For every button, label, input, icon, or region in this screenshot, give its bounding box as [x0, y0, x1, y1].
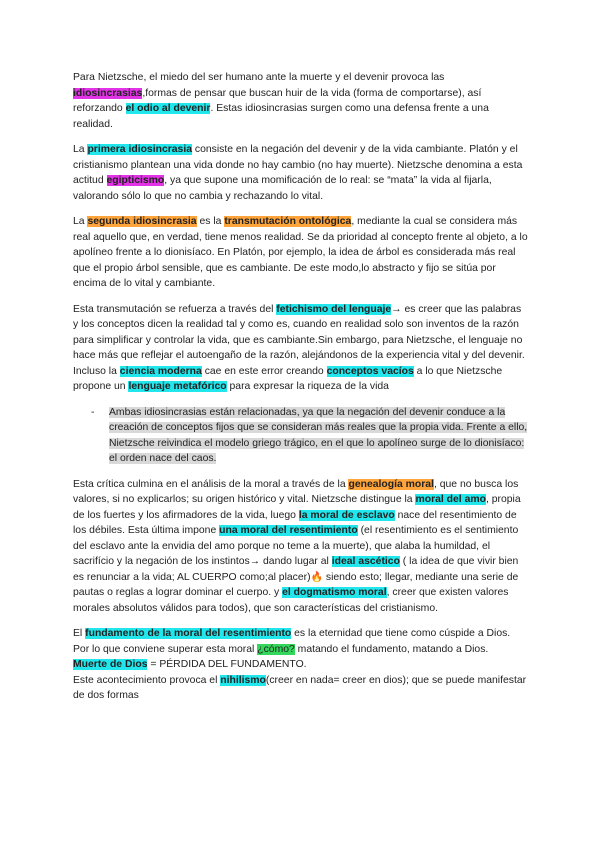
highlight-segunda-idiosincrasia: segunda idiosincrasia: [87, 216, 197, 227]
document-page: [73, 70, 528, 714]
highlight-odio-devenir: el odio al devenir: [125, 103, 211, 114]
paragraph-intro: Para Nietzsche, el miedo del ser humano ante la muerte y el devenir provoca las idiosincrasias,formas de pensar que buscan huir de la vida (forma de comportarse), así reforzando el odio al devenir. Estas idiosincrasias surgen como una defensa frente a una realidad.: [73, 72, 489, 130]
highlight-primera-idiosincrasia: primera idiosincrasia: [87, 144, 192, 155]
highlight-fetichismo-lenguaje: fetichismo del lenguaje: [276, 303, 392, 315]
highlight-como: ¿cómo?: [257, 643, 295, 655]
highlight-transmutacion-ontologica: transmutación ontológica: [224, 216, 352, 227]
paragraph-fetichismo-lenguaje: Esta transmutación se refuerza a través del fetichismo del lenguaje→ es creer que las palabras y los conceptos dicen la realidad tal y como es, cuando en realidad solo son inventos de la razón para simplificar y controlar la vida, que es cambiante.Sin embargo, para Nietzsche, el lenguaje no hace más que reflejar el autoengaño de la razón, alejándonos de la experiencia vital y del devenir. Incluso la ciencia moderna cae en este error creando conceptos vacíos a lo que Nietzsche propone un lenguaje metafórico para expresar la riqueza de la vida: [73, 303, 525, 392]
bullet-note-text: Ambas idiosincrasias están relacionadas, ya que la negación del devenir conduce a la creación de conceptos fijos que se consideran más reales que la propia vida. Frente a ello, Nietzsche reivindica el modelo griego trágico, en el que lo apolíneo surge de lo dionisíaco: el orden nace del caos.: [109, 406, 528, 464]
paragraph-primera-idiosincrasia: La primera idiosincrasia consiste en la negación del devenir y de la vida cambiante. Platón y el cristianismo plantean una vida donde no hay cambio (no hay muerte). Nietzsche denomina a esta actitud egipticismo, ya que supone una momificación de lo real: se “mata” la vida al fijarla, valorando sólo lo que no cambia y rechazando lo vital.: [73, 144, 523, 202]
highlight-idiosincrasias: idiosincrasias: [73, 87, 143, 99]
highlight-lenguaje-metaforico: lenguaje metafórico: [128, 381, 227, 392]
highlight-moral-del-amo: moral del amo: [415, 494, 486, 505]
highlight-dogmatismo-moral: el dogmatismo moral: [282, 587, 387, 598]
highlight-moral-resentimiento: una moral del resentimiento: [219, 525, 358, 536]
highlight-conceptos-vacios: conceptos vacíos: [326, 365, 414, 377]
paragraph-segunda-idiosincrasia: La segunda idiosincrasia es la transmutación ontológica, mediante la cual se considera más real aquello que, en verdad, tiene menos realidad. Se da prioridad al concepto frente al objeto, a lo apolíneo frente a lo dionisíaco. En Platón, por ejemplo, la idea de árbol es considerada más real que el propio árbol sensible, que es cambiante. De este modo,lo abstracto y fijo se sitúa por encima de lo vital y cambiante.: [73, 216, 528, 289]
paragraph-genealogia-moral: Esta crítica culmina en el análisis de la moral a través de la genealogía moral, que no busca los valores, si no explicarlos; su origen histórico y vital. Nietzsche distingue la moral del amo, propia de los fuertes y los afirmadores de la vida, luego la moral de esclavo nace del resentimiento de los débiles. Esta última impone una moral del resentimiento (el resentimiento es el sentimiento del esclavo ante la envidia del amo porque no teme a la muerte), que alaba la humildad, el sacrifício y la negación de los instintos→ dando lugar al ideal ascético ( la idea de que vivir bien es renunciar a la vida; AL CUERPO como;al placer)🔥 siendo esto; llegar, mediante una serie de pautas o reglas a lograr dominar el cuerpo. y el dogmatismo moral, creer que existen valores morales absolutos válidos para todos), que son características del cristianismo.: [73, 478, 521, 614]
bullet-dash: -: [91, 406, 95, 418]
highlight-muerte-de-dios: Muerte de Dios: [73, 659, 148, 670]
paragraph-fundamento: El fundamento de la moral del resentimiento es la eternidad que tiene como cúspide a Dios. Por lo que conviene superar esta moral ¿cómo? matando el fundamento, matando a Dios. Muerte de Dios = PÉRDIDA DEL FUNDAMENTO. Este acontecimiento provoca el nihilismo(creer en nada= creer en dios); que se puede manifestar de dos formas: [73, 628, 527, 701]
highlight-ciencia-moderna: ciencia moderna: [119, 365, 202, 377]
highlight-egipticismo: egipticismo: [106, 175, 165, 186]
highlight-ideal-ascetico: ideal ascético: [331, 556, 400, 567]
highlight-genealogia-moral: genealogía moral: [348, 478, 434, 490]
bullet-note: [91, 405, 528, 467]
fire-icon: 🔥: [310, 571, 324, 583]
highlight-fundamento-moral: fundamento de la moral del resentimiento: [85, 628, 292, 639]
highlight-nihilismo: nihilismo: [220, 674, 266, 686]
highlight-moral-de-esclavo: la moral de esclavo: [298, 509, 395, 521]
